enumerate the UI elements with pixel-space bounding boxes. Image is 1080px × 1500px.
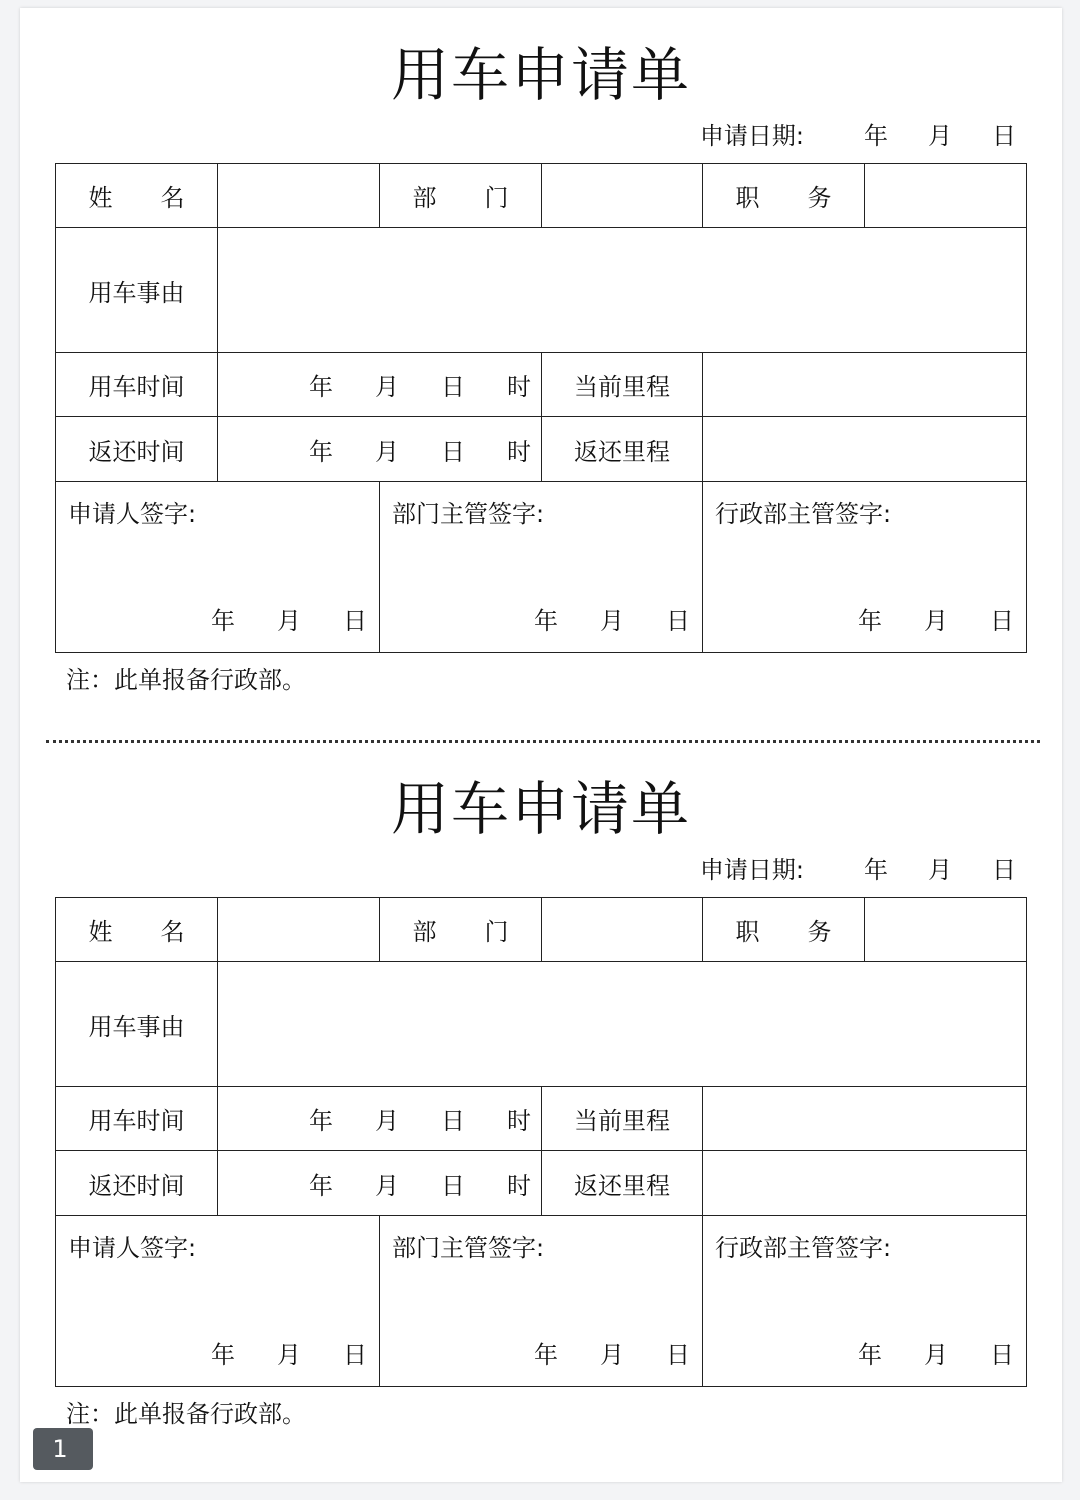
signature-date [169, 601, 367, 636]
apply-date-label: 申请日期: [699, 122, 804, 150]
day-unit: 日 [441, 1171, 465, 1200]
reason-field[interactable] [218, 228, 1027, 353]
use-time-field[interactable] [218, 353, 542, 417]
page-number-badge[interactable]: 1 [33, 1428, 93, 1470]
applicant-signature-label: 申请人签字: [68, 500, 197, 528]
current-mileage-field[interactable] [703, 1087, 1027, 1151]
month-unit: 月 [924, 607, 948, 635]
year-unit: 年 [864, 856, 888, 884]
year-unit: 年 [858, 1341, 882, 1369]
current-mileage-label: 当前里程 [542, 1087, 703, 1151]
position-label: 职 务 [735, 918, 832, 946]
day-unit: 日 [441, 1107, 465, 1135]
dept-label: 部 门 [412, 918, 509, 946]
form-table [55, 897, 1027, 1387]
year-unit: 年 [534, 1341, 558, 1369]
use-time-field[interactable] [218, 1087, 542, 1151]
current-mileage-label: 当前里程 [542, 353, 703, 417]
year-unit: 年 [864, 122, 888, 150]
apply-date-label: 申请日期: [699, 856, 804, 884]
current-mileage-field[interactable] [703, 353, 1027, 417]
admin-head-signature-label: 行政部主管签字: [715, 500, 892, 528]
month-unit: 月 [277, 607, 301, 635]
month-unit: 月 [928, 122, 952, 150]
dept-head-signature-cell[interactable] [380, 1216, 703, 1387]
return-mileage-label: 返还里程 [542, 1151, 703, 1216]
year-unit: 年 [309, 1171, 333, 1200]
day-unit: 日 [990, 607, 1014, 635]
reason-label: 用车事由 [56, 962, 218, 1087]
year-unit: 年 [309, 373, 333, 401]
use-time-label: 用车时间 [56, 1087, 218, 1151]
apply-date [700, 120, 1016, 152]
applicant-signature-label: 申请人签字: [68, 1234, 197, 1262]
position-label: 职 务 [735, 184, 832, 212]
name-label-cell [56, 898, 218, 962]
return-time-field[interactable] [218, 417, 542, 482]
apply-date [700, 854, 1016, 886]
month-unit: 月 [375, 1107, 399, 1135]
admin-head-signature-label: 行政部主管签字: [715, 1234, 892, 1262]
dept-field[interactable] [542, 164, 703, 228]
form-title: 用车申请单 [390, 41, 691, 109]
signature-date [492, 1335, 690, 1370]
year-unit: 年 [309, 437, 333, 466]
applicant-signature-cell[interactable] [56, 1216, 380, 1387]
dept-label-cell [380, 164, 542, 228]
name-label: 姓 名 [88, 918, 185, 946]
signature-date [492, 601, 690, 636]
return-mileage-field[interactable] [703, 1151, 1027, 1216]
position-field[interactable] [865, 898, 1027, 962]
month-unit: 月 [924, 1341, 948, 1369]
year-unit: 年 [858, 607, 882, 635]
name-label: 姓 名 [88, 184, 185, 212]
year-unit: 年 [534, 607, 558, 635]
return-time-label: 返还时间 [56, 1151, 218, 1216]
position-label-cell [703, 164, 865, 228]
hour-unit: 时 [507, 437, 531, 466]
day-unit: 日 [666, 1341, 690, 1369]
return-time-label: 返还时间 [56, 417, 218, 482]
position-field[interactable] [865, 164, 1027, 228]
dept-label-cell [380, 898, 542, 962]
signature-date [816, 601, 1014, 636]
signature-date [816, 1335, 1014, 1370]
admin-head-signature-cell[interactable] [703, 482, 1027, 653]
use-time-label: 用车时间 [56, 353, 218, 417]
year-unit: 年 [211, 1341, 235, 1369]
year-unit: 年 [211, 607, 235, 635]
return-time-field[interactable] [218, 1151, 542, 1216]
day-unit: 日 [441, 373, 465, 401]
day-unit: 日 [441, 437, 465, 466]
form-table [55, 163, 1027, 653]
month-unit: 月 [375, 373, 399, 401]
name-label-cell [56, 164, 218, 228]
dept-label: 部 门 [412, 184, 509, 212]
form-note: 注：此单报备行政部。 [66, 666, 306, 694]
name-field[interactable] [218, 164, 380, 228]
month-unit: 月 [375, 437, 399, 466]
year-unit: 年 [309, 1107, 333, 1135]
month-unit: 月 [928, 856, 952, 884]
month-unit: 月 [277, 1341, 301, 1369]
document-page [20, 8, 1062, 1482]
month-unit: 月 [375, 1171, 399, 1200]
day-unit: 日 [343, 1341, 367, 1369]
day-unit: 日 [666, 607, 690, 635]
dept-field[interactable] [542, 898, 703, 962]
return-mileage-label: 返还里程 [542, 417, 703, 482]
cut-line-divider [46, 740, 1040, 743]
day-unit: 日 [990, 1341, 1014, 1369]
name-field[interactable] [218, 898, 380, 962]
day-unit: 日 [992, 856, 1016, 884]
day-unit: 日 [343, 607, 367, 635]
signature-date [169, 1335, 367, 1370]
month-unit: 月 [600, 1341, 624, 1369]
day-unit: 日 [992, 122, 1016, 150]
admin-head-signature-cell[interactable] [703, 1216, 1027, 1387]
form-note: 注：此单报备行政部。 [66, 1400, 306, 1428]
dept-head-signature-label: 部门主管签字: [392, 500, 545, 528]
hour-unit: 时 [507, 1171, 531, 1200]
reason-label: 用车事由 [56, 228, 218, 353]
hour-unit: 时 [507, 1107, 531, 1135]
return-mileage-field[interactable] [703, 417, 1027, 482]
dept-head-signature-label: 部门主管签字: [392, 1234, 545, 1262]
reason-field[interactable] [218, 962, 1027, 1087]
month-unit: 月 [600, 607, 624, 635]
dept-head-signature-cell[interactable] [380, 482, 703, 653]
applicant-signature-cell[interactable] [56, 482, 380, 653]
hour-unit: 时 [507, 373, 531, 401]
position-label-cell [703, 898, 865, 962]
form-title: 用车申请单 [390, 775, 691, 843]
